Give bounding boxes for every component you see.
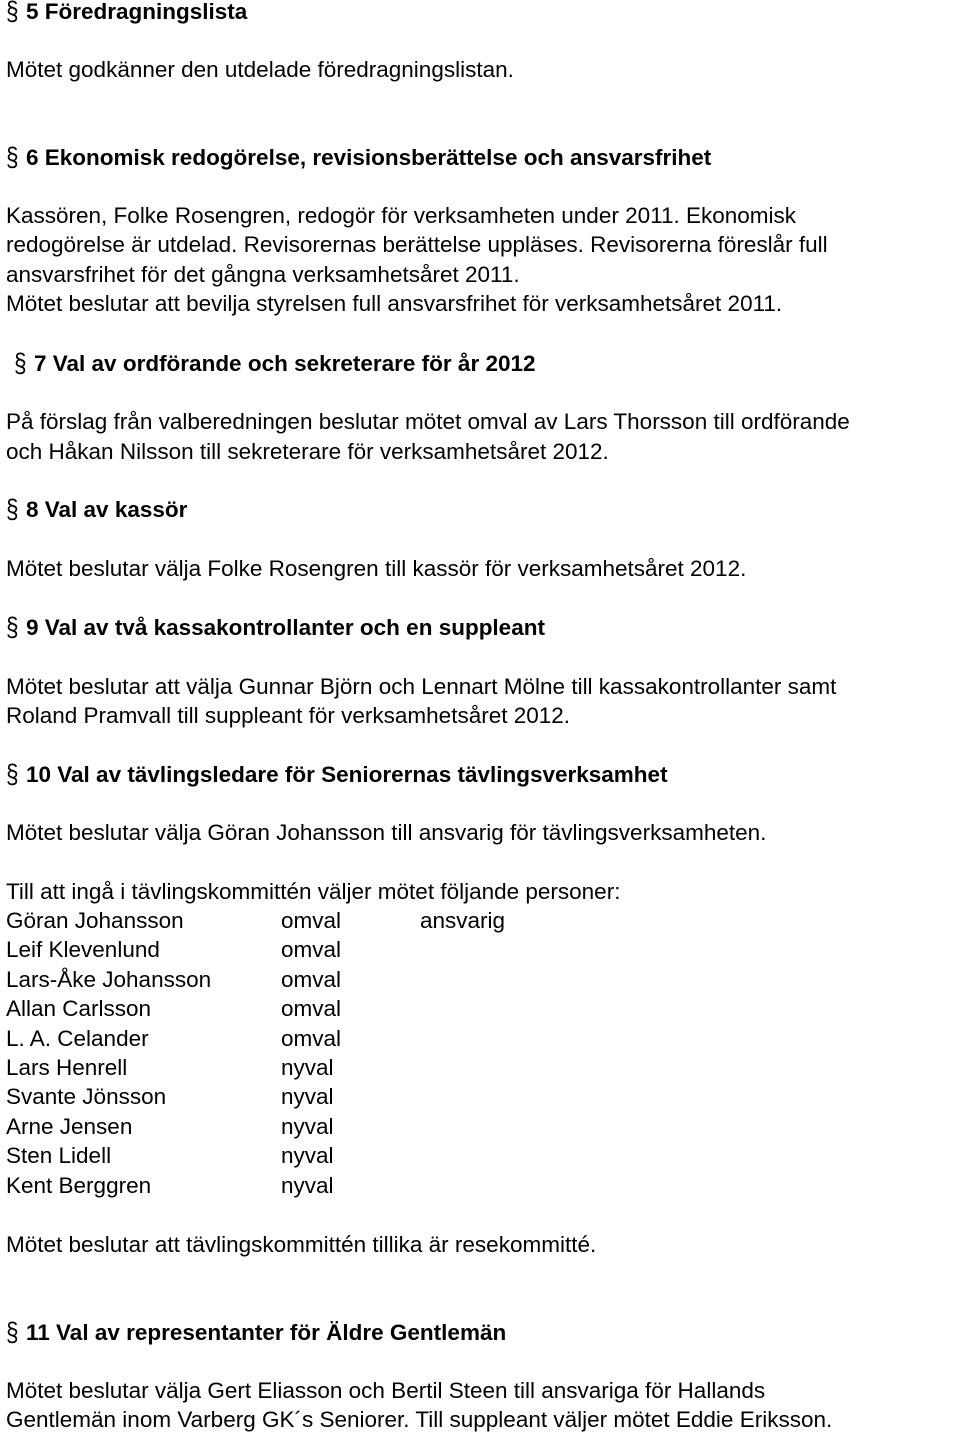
committee-row <box>6 1112 706 1141</box>
member-status: nyval <box>281 1114 334 1139</box>
section-symbol: § <box>14 348 27 378</box>
section-6-line: ansvarsfrihet för det gångna verksamhetsåret 2011. <box>6 262 520 287</box>
section-6-title: 6 Ekonomisk redogörelse, revisionsberättelse och ansvarsfrihet <box>26 145 712 170</box>
member-status: nyval <box>281 1084 334 1109</box>
member-status: omval <box>281 908 342 933</box>
committee-row <box>6 965 706 994</box>
committee-row <box>6 1082 706 1111</box>
member-status: nyval <box>281 1143 334 1168</box>
member-name: Svante Jönsson <box>6 1084 167 1109</box>
section-7-line: På förslag från valberedningen beslutar mötet omval av Lars Thorsson till ordförande <box>6 409 850 434</box>
section-symbol: § <box>6 142 19 172</box>
member-name: Allan Carlsson <box>6 996 152 1021</box>
section-11-title: 11 Val av representanter för Äldre Gentlemän <box>26 1320 507 1345</box>
member-status: omval <box>281 1026 342 1051</box>
section-9-line: Roland Pramvall till suppleant för verksamhetsåret 2012. <box>6 703 571 728</box>
section-7-heading <box>6 349 536 378</box>
section-symbol: § <box>6 612 19 642</box>
committee-intro: Till att ingå i tävlingskommittén väljer mötet följande personer: <box>6 879 621 904</box>
member-role: ansvarig <box>420 908 506 933</box>
section-6-line: Mötet beslutar att bevilja styrelsen full ansvarsfrihet för verksamhetsåret 2011. <box>6 291 783 316</box>
section-11-line: Mötet beslutar välja Gert Eliasson och Bertil Steen till ansvariga för Hallands <box>6 1378 766 1403</box>
member-name: Göran Johansson <box>6 908 184 933</box>
member-name: L. A. Celander <box>6 1026 149 1051</box>
member-status: omval <box>281 967 342 992</box>
member-status: nyval <box>281 1055 334 1080</box>
section-symbol: § <box>6 494 19 524</box>
member-name: Lars-Åke Johansson <box>6 967 212 992</box>
section-10-closing: Mötet beslutar att tävlingskommittén tillika är resekommitté. <box>6 1232 597 1257</box>
committee-row <box>6 1141 706 1170</box>
committee-row <box>6 906 706 935</box>
section-9-line: Mötet beslutar att välja Gunnar Björn och Lennart Mölne till kassakontrollanter samt <box>6 674 837 699</box>
member-status: omval <box>281 996 342 1021</box>
member-status: omval <box>281 937 342 962</box>
committee-row <box>6 1053 706 1082</box>
member-name: Lars Henrell <box>6 1055 128 1080</box>
section-8-title: 8 Val av kassör <box>26 497 188 522</box>
committee-row <box>6 994 706 1023</box>
member-name: Arne Jensen <box>6 1114 133 1139</box>
member-name: Leif Klevenlund <box>6 937 160 962</box>
section-6-line: Kassören, Folke Rosengren, redogör för verksamheten under 2011. Ekonomisk <box>6 203 797 228</box>
section-7-title: 7 Val av ordförande och sekreterare för år 2012 <box>34 351 536 376</box>
section-symbol: § <box>6 759 19 789</box>
section-7-line: och Håkan Nilsson till sekreterare för verksamhetsåret 2012. <box>6 439 609 464</box>
section-11-line: Gentlemän inom Varberg GK´s Seniorer. Till suppleant väljer mötet Eddie Eriksson. <box>6 1407 833 1432</box>
member-status: nyval <box>281 1173 334 1198</box>
section-6-line: redogörelse är utdelad. Revisorernas berättelse uppläses. Revisorerna föreslår full <box>6 232 828 257</box>
section-9-title: 9 Val av två kassakontrollanter och en suppleant <box>26 615 545 640</box>
section-5-heading <box>6 0 247 26</box>
section-5-title: 5 Föredragningslista <box>26 0 248 24</box>
section-11-heading <box>6 1318 506 1347</box>
committee-row <box>6 1024 706 1053</box>
member-name: Kent Berggren <box>6 1173 152 1198</box>
section-9-heading <box>6 613 545 642</box>
committee-row <box>6 935 706 964</box>
member-name: Sten Lidell <box>6 1143 112 1168</box>
section-8-heading <box>6 495 187 524</box>
section-8-text: Mötet beslutar välja Folke Rosengren till kassör för verksamhetsåret 2012. <box>6 556 747 581</box>
section-10-title: 10 Val av tävlingsledare för Seniorernas tävlingsverksamhet <box>26 762 668 787</box>
section-10-heading <box>6 760 668 789</box>
section-5-text: Mötet godkänner den utdelade föredragningslistan. <box>6 57 514 82</box>
section-10-text: Mötet beslutar välja Göran Johansson till ansvarig för tävlingsverksamheten. <box>6 820 767 845</box>
section-6-heading <box>6 143 711 172</box>
section-symbol: § <box>6 0 19 26</box>
committee-row <box>6 1171 706 1200</box>
section-symbol: § <box>6 1317 19 1347</box>
